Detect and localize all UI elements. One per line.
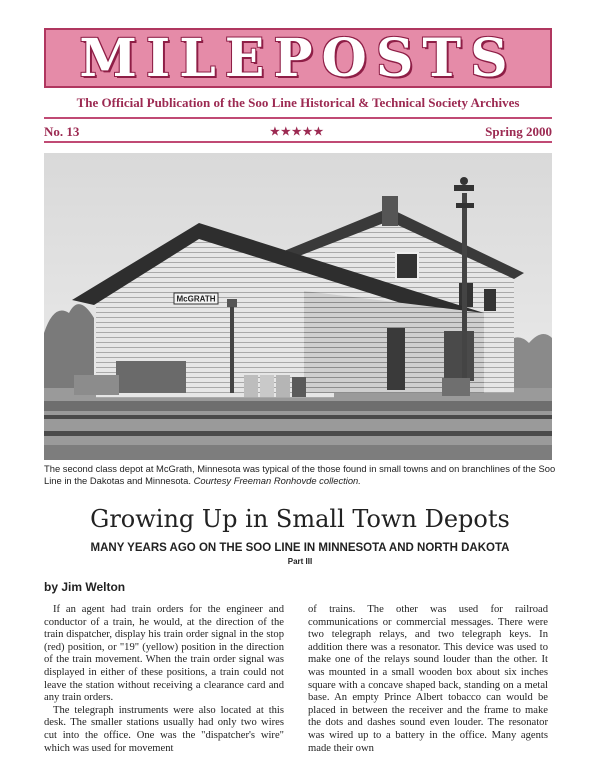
- article-column-right: [308, 604, 548, 755]
- station-sign: McGRATH: [176, 294, 216, 304]
- masthead-subtitle: The Official Publication of the Soo Line Historical & Technical Society Archives: [76, 95, 520, 110]
- caption-text: The second class depot at McGrath, Minnesota was typical of the those found in small towns and on branchlines of the Soo Line in the Dakotas and Minnesota.: [44, 463, 556, 486]
- photo-caption: [44, 463, 556, 487]
- article-headline: Growing Up in Small Town Depots: [90, 505, 510, 533]
- issue-bar: [44, 124, 552, 140]
- article-byline: by Jim Welton: [44, 580, 126, 594]
- bottom-divider: [44, 141, 552, 143]
- paragraph: The telegraph instruments were also located at this desk. The smaller stations usually had only two wires cut into the office. One was the "dispatcher's wire" which was used for movement: [44, 704, 284, 754]
- issue-number: No. 13: [44, 124, 80, 139]
- masthead-title: MILEPOSTS: [79, 27, 517, 89]
- top-divider: [44, 117, 552, 119]
- star-ornament: ★★★★★: [270, 126, 325, 138]
- depot-photo: [44, 153, 552, 460]
- article-column-left: [44, 604, 284, 755]
- issue-date: Spring 2000: [485, 124, 552, 139]
- paragraph: If an agent had train orders for the engineer and conductor of a train, he would, at the direction of the train dispatcher, display his train order signal in the stop (red) position, or "19" (yellow) position in the direction of the train movement. When the train order signal was displayed in either of these positions, a train could not leave the station without receiving a clearance card and any train orders.: [44, 604, 284, 704]
- article-deck: MANY YEARS AGO ON THE SOO LINE IN MINNESOTA AND NORTH DAKOTA: [90, 542, 510, 554]
- paragraph: of trains. The other was used for railroad communications or commercial messages. There were two telegraph relays, and two telegraph keys. In addition there was a resonator. This device was used to make one of the relays sound louder than the other. It was mounted in a small wooden box about six inches square with a concave shaped back, standing on a metal base. An empty Prince Albert tobacco can would be placed in between the receiver and the frame to make the dots and dashes sound even louder. The resonator was wired up to a battery in the office. Many agents made their own: [308, 604, 548, 754]
- masthead-banner: [44, 28, 552, 88]
- article-part: Part III: [287, 557, 313, 566]
- caption-credit: Courtesy Freeman Ronhovde collection.: [193, 475, 361, 486]
